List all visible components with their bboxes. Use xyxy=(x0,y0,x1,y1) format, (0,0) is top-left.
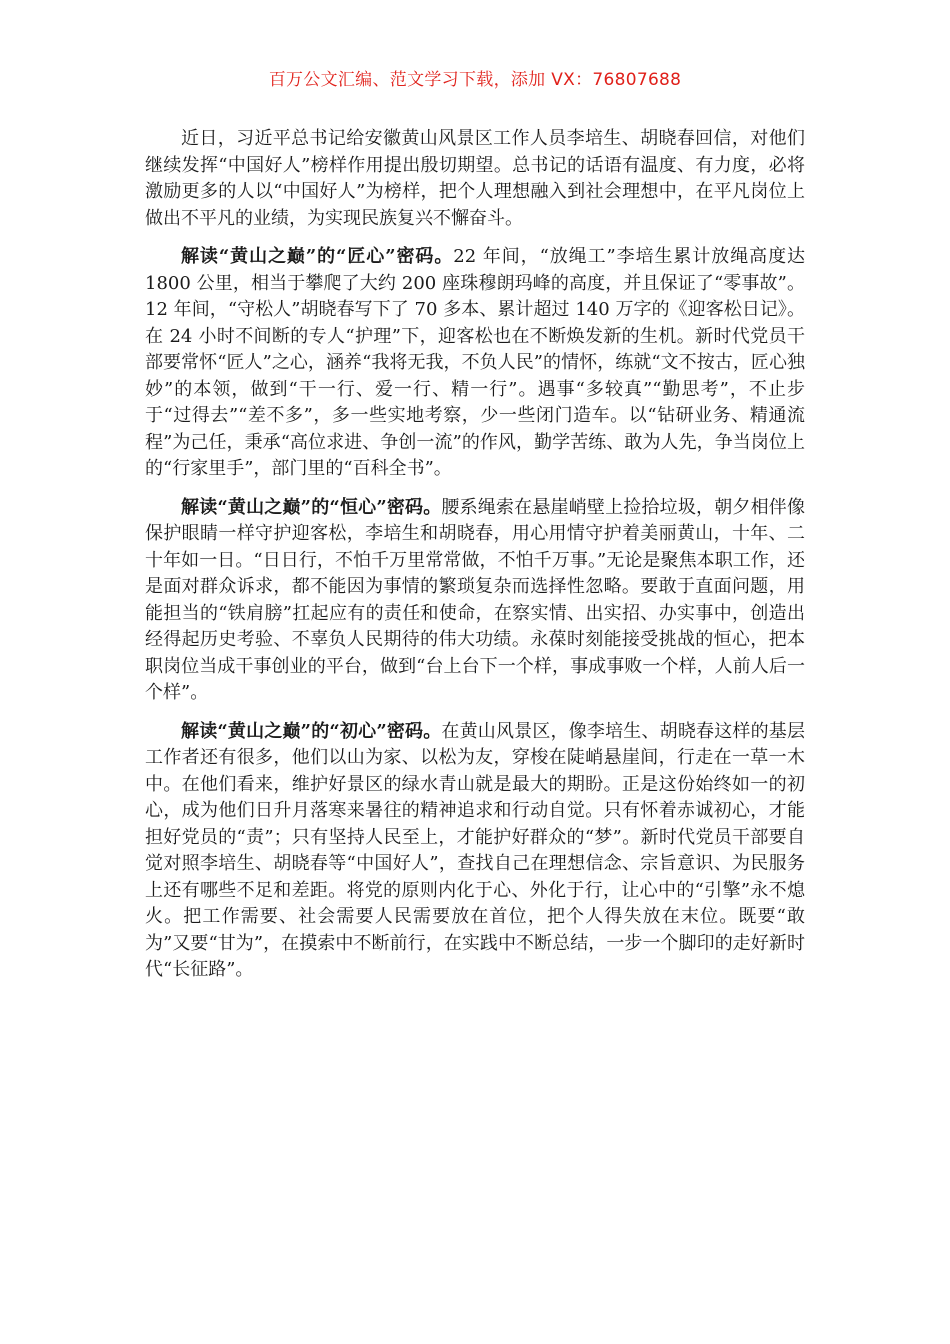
article-body xyxy=(145,126,805,996)
paragraph-text: 22 年间，“放绳工”李培生累计放绳高度达 1800 公里，相当于攀爬了大约 200 座珠穆朗玛峰的高度，并且保证了“零事故”。12 年间，“守松人”胡晓春写下了 70 多本、累计超过 140 万字的《迎客松日记》。在 24 小时不间断的专人“护理”下，迎客松也在不断焕发新的生机。新时代党员干部要常怀“匠人”之心，涵养“我将无我，不负人民”的情怀，练就“文不按古，匠心独妙”的本领，做到“干一行、爱一行、精一行”。遇事“多较真”“勤思考”，不止步于“过得去”“差不多”，多一些实地考察，少一些闭门造车。以“钻研业务、精通流程”为己任，秉承“高位求进、争创一流”的作风，勤学苦练、敢为人先，争当岗位上的“行家里手”，部门里的“百科全书”。 xyxy=(145,246,805,479)
paragraph-perseverance xyxy=(145,495,805,707)
paragraph-lead: 解读“黄山之巅”的“匠心”密码。 xyxy=(181,246,454,267)
paragraph-lead: 解读“黄山之巅”的“初心”密码。 xyxy=(181,720,442,742)
paragraph-intro xyxy=(145,126,805,232)
paragraph-text: 腰系绳索在悬崖峭壁上捡拾垃圾，朝夕相伴像保护眼睛一样守护迎客松，李培生和胡晓春，用心用情守护着美丽黄山，十年、二十年如一日。“日日行，不怕千万里常常做，不怕千万事。”无论是聚焦本职工作，还是面对群众诉求，都不能因为事情的繁琐复杂而选择性忽略。要敢于直面问题，用能担当的“铁肩膀”扛起应有的责任和使命，在察实情、出实招、办实事中，创造出经得起历史考验、不辜负人民期待的伟大功绩。永葆时刻能接受挑战的恒心，把本职岗位当成干事创业的平台，做到“台上台下一个样，事成事败一个样，人前人后一个样”。 xyxy=(145,496,805,703)
paragraph-lead: 解读“黄山之巅”的“恒心”密码。 xyxy=(181,496,442,518)
header-banner: 百万公文汇编、范文学习下载，添加 VX：76807688 xyxy=(268,70,682,90)
paragraph-text: 在黄山风景区，像李培生、胡晓春这样的基层工作者还有很多，他们以山为家、以松为友，穿梭在陡峭悬崖间，行走在一草一木中。在他们看来，维护好景区的绿水青山就是最大的期盼。正是这份始终如一的初心，成为他们日升月落寒来暑往的精神追求和行动自觉。只有怀着赤诚初心，才能担好党员的“责”；只有坚持人民至上，才能护好群众的“梦”。新时代党员干部要自觉对照李培生、胡晓春等“中国好人”，查找自己在理想信念、宗旨意识、为民服务上还有哪些不足和差距。将党的原则内化于心、外化于行，让心中的“引擎”永不熄火。把工作需要、社会需要人民需要放在首位，把个人得失放在末位。既要“敢为”又要“甘为”，在摸索中不断前行，在实践中不断总结，一步一个脚印的走好新时代“长征路”。 xyxy=(145,720,805,980)
paragraph-craftsmanship xyxy=(145,244,805,483)
paragraph-original-aspiration xyxy=(145,719,805,984)
paragraph-text: 近日，习近平总书记给安徽黄山风景区工作人员李培生、胡晓春回信，对他们继续发挥“中国好人”榜样作用提出殷切期望。总书记的话语有温度、有力度，必将激励更多的人以“中国好人”为榜样，把个人理想融入到社会理想中，在平凡岗位上做出不平凡的业绩，为实现民族复兴不懈奋斗。 xyxy=(145,128,805,229)
